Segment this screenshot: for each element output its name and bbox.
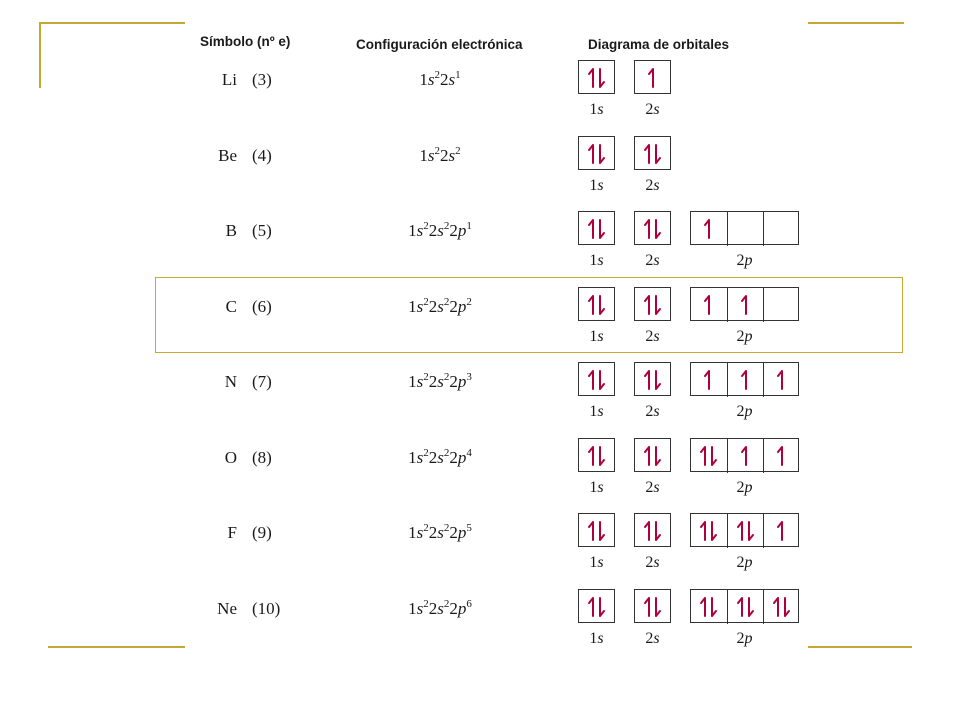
electron-count: (8) <box>252 447 272 467</box>
orbital-cell <box>579 212 615 246</box>
electron-pair-arrows <box>728 590 764 624</box>
orbital-cell <box>691 590 727 624</box>
element-row-be <box>0 146 960 222</box>
orbital-cell <box>635 514 671 548</box>
electron-pair-arrows <box>635 363 671 397</box>
element-row-n <box>0 372 960 448</box>
element-symbol: C <box>225 296 237 316</box>
orbital-label-2p: 2p <box>736 327 753 345</box>
config-term: $2s^2$ <box>428 446 450 467</box>
orbital-box-2s <box>634 60 671 94</box>
element-symbol: Ne <box>217 598 237 618</box>
orbital-cell <box>763 514 800 548</box>
electron-count: (6) <box>252 296 272 316</box>
config-term: $2s^1$ <box>440 69 461 89</box>
orbital-label-1s: 1s <box>589 478 604 496</box>
orbital-cell <box>727 439 764 473</box>
orbital-cell <box>635 137 671 171</box>
orbital-cell <box>763 590 800 624</box>
header-diagram: Diagrama de orbitales <box>588 37 730 52</box>
orbital-box-2s <box>634 589 671 623</box>
orbital-label-1s: 1s <box>589 327 604 345</box>
orbital-label-2s: 2s <box>645 478 660 496</box>
orbital-cell <box>727 363 764 397</box>
orbital-label-2s: 2s <box>645 327 660 345</box>
orbital-cell <box>579 61 615 95</box>
orbital-box-1s <box>578 589 615 623</box>
orbital-label-1s: 1s <box>589 554 604 571</box>
config-term: $1s^2$ <box>408 446 429 467</box>
config-term: $2s^2$ <box>428 295 450 316</box>
orbital-box-1s <box>578 438 615 472</box>
element-symbol: Be <box>218 145 237 165</box>
electron-pair-arrows <box>579 363 615 397</box>
orbital-box-1s <box>578 362 615 396</box>
electron-up-arrow <box>728 439 764 473</box>
electron-count: (3) <box>252 70 272 89</box>
orbital-cell <box>579 514 615 548</box>
orbital-box-1s <box>578 136 615 170</box>
orbital-box-1s <box>578 211 615 245</box>
config-term: $2p^2$ <box>449 295 472 316</box>
orbital-label-2s: 2s <box>645 554 660 571</box>
orbital-cell <box>691 363 727 397</box>
orbital-box-2p <box>690 438 799 472</box>
electron-up-arrow <box>635 61 671 95</box>
config-term: $2p^5$ <box>449 522 472 542</box>
element-row-o <box>0 448 960 524</box>
orbital-label-1s: 1s <box>589 629 604 647</box>
electron-pair-arrows <box>691 439 727 473</box>
orbital-cell <box>635 439 671 473</box>
orbital-label-2p: 2p <box>736 403 753 420</box>
electron-pair-arrows <box>579 514 615 548</box>
orbital-label-2p: 2p <box>736 629 753 647</box>
orbital-box-1s <box>578 513 615 547</box>
config-term: $2p^3$ <box>449 371 472 391</box>
config-term: $1s^2$ <box>408 371 429 391</box>
electron-up-arrow <box>764 439 800 473</box>
config-term: $2p^4$ <box>449 446 472 467</box>
orbital-label-2p: 2p <box>736 252 753 269</box>
element-row-f <box>0 523 960 599</box>
electron-configuration <box>360 599 520 619</box>
orbital-label-2s: 2s <box>645 101 660 118</box>
header-configuration: Configuración electrónica <box>356 37 523 52</box>
electron-pair-arrows <box>691 514 727 548</box>
config-term: $1s^2$ <box>419 69 440 89</box>
electron-pair-arrows <box>579 590 615 624</box>
electron-count: (9) <box>252 523 272 542</box>
orbital-label-1s: 1s <box>589 252 604 269</box>
orbital-box-2p <box>690 211 799 245</box>
orbital-cell <box>579 590 615 624</box>
config-term: $2s^2$ <box>428 597 450 618</box>
orbital-cell <box>727 212 764 246</box>
config-term: $1s^2$ <box>419 144 440 165</box>
electron-count: (10) <box>252 598 281 618</box>
orbital-box-2s <box>634 362 671 396</box>
element-row-li <box>0 70 960 146</box>
electron-pair-arrows <box>579 439 615 473</box>
frame-top-right-horizontal <box>808 22 904 24</box>
config-term: $2p^1$ <box>449 220 472 240</box>
electron-configuration <box>360 146 520 166</box>
electron-pair-arrows <box>764 590 800 624</box>
config-term: $2s^2$ <box>428 522 450 542</box>
electron-pair-arrows <box>635 212 671 246</box>
element-row-ne <box>0 599 960 675</box>
electron-pair-arrows <box>691 590 727 624</box>
orbital-cell <box>691 212 727 246</box>
orbital-cell <box>763 363 800 397</box>
orbital-cell <box>727 590 764 624</box>
electron-pair-arrows <box>635 590 671 624</box>
orbital-cell <box>763 439 800 473</box>
orbital-cell <box>635 212 671 246</box>
header-symbol: Símbolo (nº e) <box>200 34 291 49</box>
highlight-box-carbon <box>155 277 903 353</box>
element-symbol: O <box>224 447 237 467</box>
electron-up-arrow <box>691 363 727 397</box>
electron-up-arrow <box>764 363 800 397</box>
orbital-box-2s <box>634 136 671 170</box>
orbital-cell <box>635 363 671 397</box>
orbital-cell <box>635 61 671 95</box>
orbital-cell <box>579 439 615 473</box>
orbital-box-2p <box>690 362 799 396</box>
element-symbol: B <box>225 221 237 240</box>
config-term: $1s^2$ <box>408 597 429 618</box>
orbital-box-2s <box>634 438 671 472</box>
electron-pair-arrows <box>579 212 615 246</box>
electron-configuration <box>360 448 520 468</box>
electron-up-arrow <box>764 514 800 548</box>
orbital-cell <box>763 212 800 246</box>
electron-up-arrow <box>691 212 727 246</box>
electron-count: (5) <box>252 221 272 240</box>
orbital-box-2s <box>634 211 671 245</box>
electron-count: (4) <box>252 145 272 165</box>
orbital-label-1s: 1s <box>589 101 604 118</box>
orbital-label-2s: 2s <box>645 403 660 420</box>
orbital-label-1s: 1s <box>589 403 604 420</box>
orbital-box-2s <box>634 513 671 547</box>
electron-pair-arrows <box>635 514 671 548</box>
config-term: $1s^2$ <box>408 295 429 316</box>
element-symbol: N <box>224 372 237 391</box>
config-term: $2s^2$ <box>428 220 450 240</box>
electron-pair-arrows <box>635 137 671 171</box>
electron-configuration <box>360 523 520 543</box>
electron-up-arrow <box>728 363 764 397</box>
electron-pair-arrows <box>728 514 764 548</box>
orbital-cell <box>635 590 671 624</box>
orbital-label-2p: 2p <box>736 554 753 571</box>
orbital-box-1s <box>578 60 615 94</box>
electron-configuration <box>360 372 520 392</box>
electron-pair-arrows <box>635 439 671 473</box>
orbital-label-2s: 2s <box>645 252 660 269</box>
config-term: $2s^2$ <box>440 144 461 165</box>
electron-pair-arrows <box>579 61 615 95</box>
electron-configuration <box>360 221 520 241</box>
frame-top-left-horizontal <box>40 22 185 24</box>
orbital-cell <box>579 137 615 171</box>
orbital-cell <box>579 363 615 397</box>
orbital-cell <box>727 514 764 548</box>
config-term: $1s^2$ <box>408 220 429 240</box>
config-term: $2p^6$ <box>449 597 472 618</box>
orbital-label-2s: 2s <box>645 629 660 647</box>
orbital-label-1s: 1s <box>589 176 604 194</box>
element-symbol: F <box>227 523 237 542</box>
orbital-box-2p <box>690 589 799 623</box>
config-term: $2s^2$ <box>428 371 450 391</box>
orbital-cell <box>691 439 727 473</box>
element-symbol: Li <box>221 70 237 89</box>
orbital-box-2p <box>690 513 799 547</box>
orbital-label-2p: 2p <box>736 478 753 496</box>
config-term: $1s^2$ <box>408 522 429 542</box>
electron-pair-arrows <box>579 137 615 171</box>
orbital-cell <box>691 514 727 548</box>
electron-configuration <box>360 70 520 90</box>
electron-count: (7) <box>252 372 272 391</box>
orbital-label-2s: 2s <box>645 176 660 194</box>
